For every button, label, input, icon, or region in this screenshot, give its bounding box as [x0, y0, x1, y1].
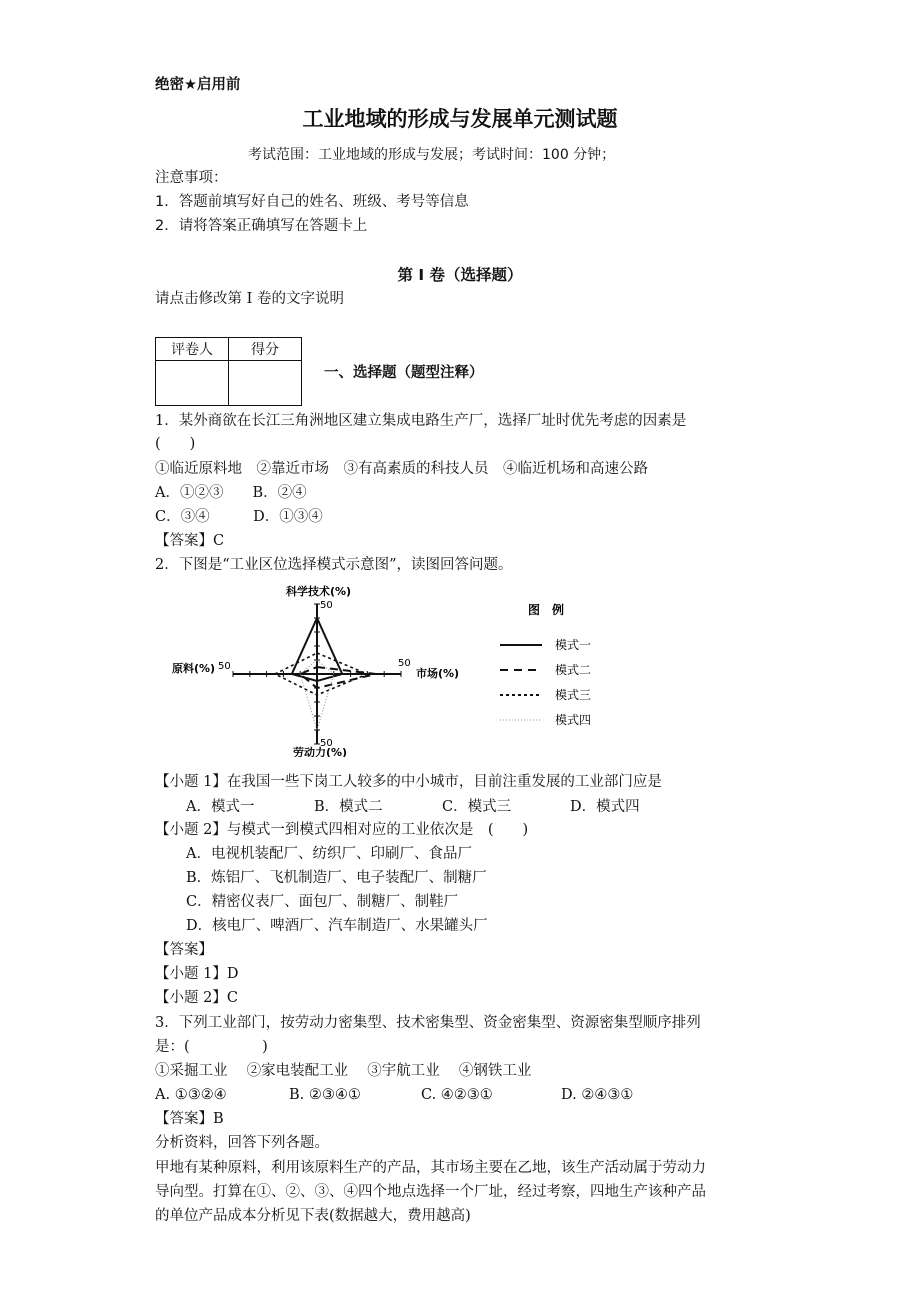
tick-label-top: 50 — [320, 600, 333, 611]
notes-title: 注意事项： — [155, 170, 228, 186]
q1-answer: 【答案】C — [155, 533, 225, 549]
q3-option-a: A. ①③②④ — [155, 1087, 227, 1103]
section-title: 第 I 卷（选择题） — [397, 266, 523, 284]
q4-paragraph-line-3: 的单位产品成本分析见下表(数据越大，费用越高) — [155, 1208, 471, 1224]
q2-sub2-option-b: B．炼铝厂、飞机制造厂、电子装配厂、制糖厂 — [186, 870, 487, 886]
note-item-2: 2．请将答案正确填写在答题卡上 — [155, 218, 368, 234]
q1-options-cd: C．③④ D．①③④ — [155, 509, 323, 525]
q2-sub1-option-c: C．模式三 — [442, 799, 512, 815]
q3-stem-cont: 是：( ) — [155, 1039, 268, 1055]
legend-title: 图 例 — [528, 603, 565, 617]
secret-label: 绝密★启用前 — [155, 77, 241, 93]
tick-label-left: 50 — [218, 661, 231, 672]
radar-series-2 — [300, 667, 376, 688]
q2-answer-label: 【答案】 — [155, 942, 213, 958]
score-table-col1: 评卷人 — [156, 338, 229, 361]
q1-options-ab: A．①②③ B．②④ — [155, 485, 307, 501]
q3-option-b: B. ②③④① — [289, 1087, 361, 1103]
note-item-1: 1．答题前填写好自己的姓名、班级、考号等信息 — [155, 194, 469, 210]
legend-label-1: 模式一 — [555, 638, 592, 652]
q2-answer-1: 【小题 1】D — [155, 966, 239, 982]
exam-scope: 考试范围：工业地域的形成与发展；考试时间：100 分钟； — [248, 147, 616, 163]
q3-options — [155, 1084, 633, 1106]
q2-sub1-options — [186, 796, 640, 818]
q1-stem: 1．某外商欲在长江三角洲地区建立集成电路生产厂，选择厂址时优先考虑的因素是 — [155, 413, 687, 429]
q4-intro: 分析资料，回答下列各题。 — [155, 1135, 329, 1151]
page-title: 工业地域的形成与发展单元测试题 — [302, 107, 618, 131]
legend-label-3: 模式三 — [555, 688, 592, 702]
q2-sub2-option-c: C．精密仪表厂、面包厂、制糖厂、制鞋厂 — [186, 894, 459, 910]
q2-sub2-option-d: D．核电厂、啤酒厂、汽车制造厂、水果罐头厂 — [186, 918, 488, 934]
q3-answer: 【答案】B — [155, 1111, 224, 1127]
legend-label-2: 模式二 — [555, 663, 592, 677]
q2-sub1-option-a: A．模式一 — [186, 799, 255, 815]
section-desc: 请点击修改第 I 卷的文字说明 — [155, 291, 344, 307]
legend-label-4: 模式四 — [555, 713, 592, 727]
score-table — [155, 337, 302, 406]
score-table-col2: 得分 — [229, 338, 302, 361]
q2-sub2-stem: 【小题 2】与模式一到模式四相对应的工业依次是 ( ) — [155, 822, 529, 838]
q2-stem: 2．下图是“工业区位选择模式示意图”，读图回答问题。 — [155, 557, 513, 573]
q1-items: ①临近原料地 ②靠近市场 ③有高素质的科技人员 ④临近机场和高速公路 — [155, 461, 648, 477]
q2-sub1-option-d: D．模式四 — [570, 799, 640, 815]
q3-option-c: C. ④②③① — [421, 1087, 493, 1103]
tick-label-bottom: 50 — [320, 738, 333, 749]
q3-items: ①采掘工业 ②家电装配工业 ③宇航工业 ④钢铁工业 — [155, 1063, 532, 1079]
q2-sub1-stem: 【小题 1】在我国一些下岗工人较多的中小城市，目前注重发展的工业部门应是 — [155, 774, 662, 790]
q2-sub1-option-b: B．模式二 — [314, 799, 383, 815]
tick-label-right: 50 — [398, 658, 411, 669]
q3-option-d: D. ②④③① — [561, 1087, 634, 1103]
q4-paragraph-line-1: 甲地有某种原料，利用该原料生产的产品，其市场主要在乙地，该生产活动属于劳动力 — [155, 1160, 706, 1176]
q2-sub2-option-a: A．电视机装配厂、纺织厂、印刷厂、食品厂 — [186, 846, 472, 862]
part-title: 一、选择题（题型注释） — [324, 365, 484, 381]
industrial-location-radar-chart — [160, 582, 620, 757]
q4-paragraph-line-2: 导向型。打算在①、②、③、④四个地点选择一个厂址，经过考察，四地生产该种产品 — [155, 1184, 706, 1200]
q3-stem: 3．下列工业部门，按劳动力密集型、技术密集型、资金密集型、资源密集型顺序排列 — [155, 1015, 701, 1031]
score-table-cell-grader[interactable] — [156, 361, 229, 406]
axis-label-science: 科学技术(%) — [286, 585, 352, 598]
axis-label-market: 市场(%) — [416, 667, 460, 680]
axis-label-raw-material: 原料(%) — [172, 662, 216, 675]
q1-blank: ( ) — [155, 436, 196, 452]
q2-answer-2: 【小题 2】C — [155, 990, 238, 1006]
axis-label-labor: 劳动力(%) — [293, 746, 348, 757]
score-table-cell-score[interactable] — [229, 361, 302, 406]
